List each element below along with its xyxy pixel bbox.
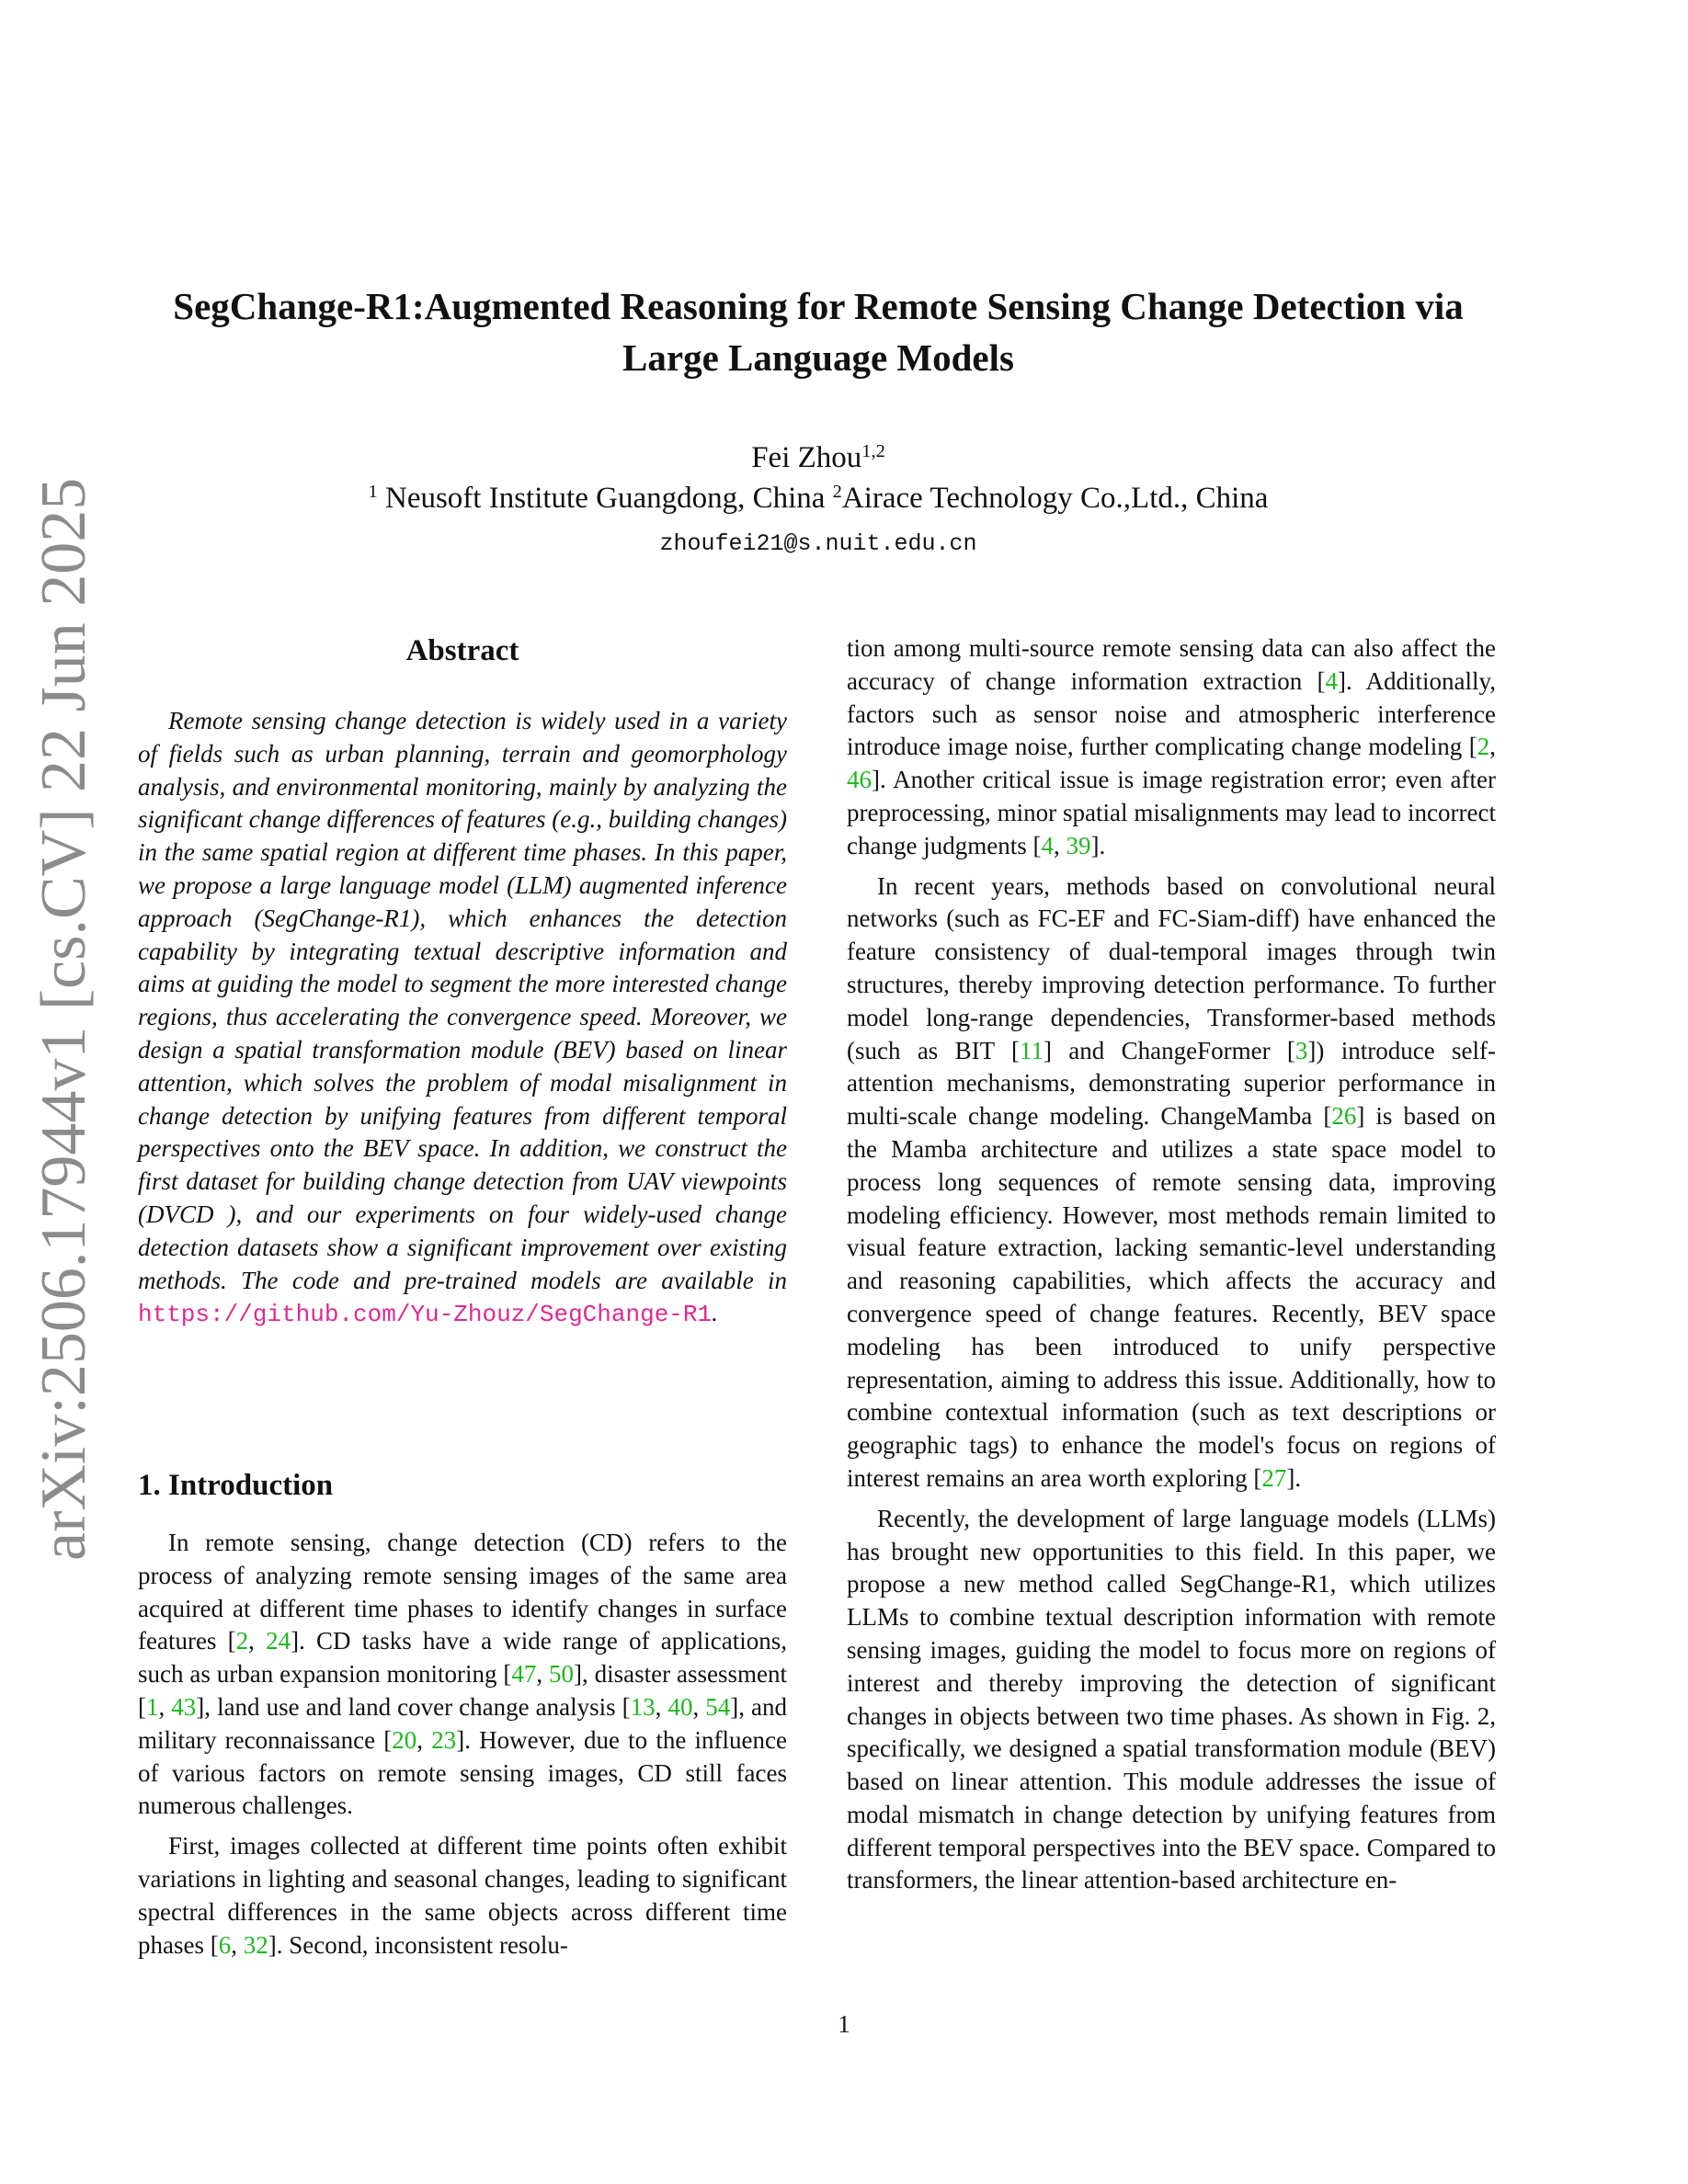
citation-link[interactable]: 13 (630, 1692, 656, 1721)
right-paragraph-2 (847, 870, 1496, 1496)
citation-link[interactable]: 27 (1261, 1463, 1287, 1492)
abstract-paragraph (138, 705, 787, 1332)
text-run: , (692, 1692, 706, 1721)
affiliation-sup-1: 1 (368, 481, 378, 502)
citation-link[interactable]: 11 (1019, 1036, 1044, 1064)
text-run: ]. (1286, 1463, 1302, 1492)
text-run: ]. However, due to the influence of various factors on remote sensing images, CD still faces numerous challenges. (138, 1725, 787, 1820)
text-run: ], and military reconnaissance [ (138, 1692, 788, 1754)
text-run: , (231, 1930, 244, 1959)
text-run: , (416, 1725, 432, 1754)
citation-link[interactable]: 6 (218, 1930, 232, 1959)
affiliation-1: Neusoft Institute Guangdong, China (377, 482, 833, 515)
intro-paragraph-2 (138, 1830, 787, 1962)
citation-link[interactable]: 32 (243, 1930, 268, 1959)
text-run: ], disaster assessment [ (138, 1660, 787, 1721)
text-run: ]. Second, inconsistent resolu- (268, 1930, 568, 1959)
author-superscript: 1,2 (861, 440, 885, 461)
citation-link[interactable]: 50 (549, 1660, 575, 1689)
title-line-1: SegChange-R1:Augmented Reasoning for Remote Sensing Change Detection via (173, 285, 1464, 327)
text-run: ] is based on the Mamba architecture and utilizes a state space model to process long sequences of remote sensing data, improving modeling efficiency. However, most methods remain limited to visual feature extraction, lacking semantic-level understanding and reasoning capabilities, which affects the accuracy and convergence speed of change features. Recently, BEV space modeling has been introduced to unify perspective representation, aiming to address this issue. Additionally, how to combine contextual information (such as text descriptions or geographic tags) to enhance the model's focus on regions of interest remains an area worth exploring [ (847, 1102, 1496, 1492)
title-line-2: Large Language Models (622, 336, 1014, 379)
citation-link[interactable]: 40 (667, 1692, 693, 1721)
author-email[interactable]: zhoufei21@s.nuit.edu.cn (659, 530, 977, 557)
affiliation-line (129, 480, 1508, 517)
citation-link[interactable]: 43 (171, 1692, 197, 1721)
citation-link[interactable]: 1 (146, 1692, 159, 1721)
citation-link[interactable]: 4 (1325, 666, 1339, 695)
text-run: ] and ChangeFormer [ (1043, 1036, 1295, 1064)
text-run: , (536, 1660, 550, 1689)
citation-link[interactable]: 47 (511, 1660, 537, 1689)
arxiv-identifier: arXiv:2506.17944v1 [cs.CV] 22 Jun 2025 (29, 477, 99, 1561)
intro-paragraph-1 (138, 1527, 787, 1823)
text-run: , (248, 1627, 267, 1655)
text-run: , (655, 1692, 668, 1721)
text-run: ]. (1090, 831, 1106, 859)
text-run: ]. Another critical issue is image registration error; even after preprocessing, minor spatial misalignments may lead to incorrect change judgments [ (847, 766, 1496, 859)
citation-link[interactable]: 4 (1041, 831, 1054, 859)
text-run: , (1489, 733, 1496, 761)
abstract-end: . (712, 1299, 718, 1327)
text-run: ], land use and land cover change analysis [ (196, 1692, 631, 1721)
citation-link[interactable]: 2 (235, 1627, 249, 1655)
citation-link[interactable]: 26 (1331, 1102, 1357, 1131)
citation-link[interactable]: 54 (705, 1692, 731, 1721)
citation-link[interactable]: 2 (1477, 733, 1490, 761)
page-number: 1 (838, 2010, 850, 2038)
author-name: Fei Zhou (751, 441, 862, 474)
introduction-right-column (847, 632, 1496, 1897)
right-paragraph-1 (847, 632, 1496, 863)
text-run: , (158, 1692, 172, 1721)
citation-link[interactable]: 46 (847, 766, 872, 794)
text-run: ]) introduce self-attention mechanisms, demonstrating superior performance in multi-scale change modeling. ChangeMamba [ (847, 1036, 1496, 1131)
text-run: First, images collected at different time points often exhibit variations in lighting and seasonal changes, leading to significant spectral differences in the same objects across different time phases [ (138, 1832, 787, 1959)
section-heading-introduction: 1. Introduction (138, 1469, 334, 1502)
text-run: ]. CD tasks have a wide range of applications, such as urban expansion monitoring [ (138, 1627, 788, 1689)
text-run: ]. Additionally, factors such as sensor noise and atmospheric interference introduce image noise, further complicating change modeling [ (847, 666, 1497, 761)
citation-link[interactable]: 3 (1295, 1036, 1308, 1064)
abstract-body (138, 705, 787, 1332)
introduction-left-column (138, 1527, 787, 1962)
citation-link[interactable]: 24 (266, 1627, 291, 1655)
text-run: In remote sensing, change detection (CD) refers to the process of analyzing remote sensing images of the same area acquired at different time phases to identify changes in surface features [ (138, 1529, 787, 1655)
paper-title (129, 280, 1508, 383)
author-line (129, 439, 1508, 476)
citation-link[interactable]: 23 (431, 1725, 457, 1754)
affiliation-sup-2: 2 (832, 481, 842, 502)
right-paragraph-3: Recently, the development of large language models (LLMs) has brought new opportunities to this field. In this paper, we propose a new method called SegChange-R1, which utilizes LLMs to combine textual description information with remote sensing images, guiding the model to focus more on regions of interest and thereby improving the detection of significant changes in objects between two time phases. As shown in Fig. 2, specifically, we designed a spatial transformation module (BEV) based on linear attention. This module addresses the issue of modal mismatch in change detection by unifying features from different temporal perspectives into the BEV space. Compared to transformers, the linear attention-based architecture en- (847, 1504, 1496, 1894)
text-run: tion among multi-source remote sensing data can also affect the accuracy of change information extraction [ (847, 634, 1496, 695)
affiliation-2: Airace Technology Co.,Ltd., China (841, 482, 1269, 515)
text-run: In recent years, methods based on convolutional neural networks (such as FC-EF and FC-Siam-diff) have enhanced the feature consistency of dual-temporal images through twin structures, thereby improving detection performance. To further model long-range dependencies, Transformer-based methods (such as BIT [ (847, 871, 1496, 1064)
abstract-text: Remote sensing change detection is widely used in a variety of fields such as urban planning, terrain and geomorphology analysis, and environmental monitoring, mainly by analyzing the significant change differences of features (e.g., building changes) in the same spatial region at different time phases. In this paper, we propose a large language model (LLM) augmented inference approach (SegChange-R1), which enhances the detection capability by integrating textual descriptive information and aims at guiding the model to segment the more interested change regions, thus accelerating the convergence speed. Moreover, we design a spatial transformation module (BEV) based on linear attention, which solves the problem of modal misalignment in change detection by unifying features from different temporal perspectives onto the BEV space. In addition, we construct the first dataset for building change detection from UAV viewpoints (DVCD ), and our experiments on four widely-used change detection datasets show a significant improvement over existing methods. The code and pre-trained models are available in (138, 707, 787, 1294)
abstract-heading: Abstract (405, 634, 519, 667)
code-link[interactable]: https://github.com/Yu-Zhouz/SegChange-R1 (138, 1301, 713, 1329)
citation-link[interactable]: 20 (392, 1725, 417, 1754)
citation-link[interactable]: 39 (1066, 831, 1091, 859)
text-run: , (1053, 831, 1066, 859)
